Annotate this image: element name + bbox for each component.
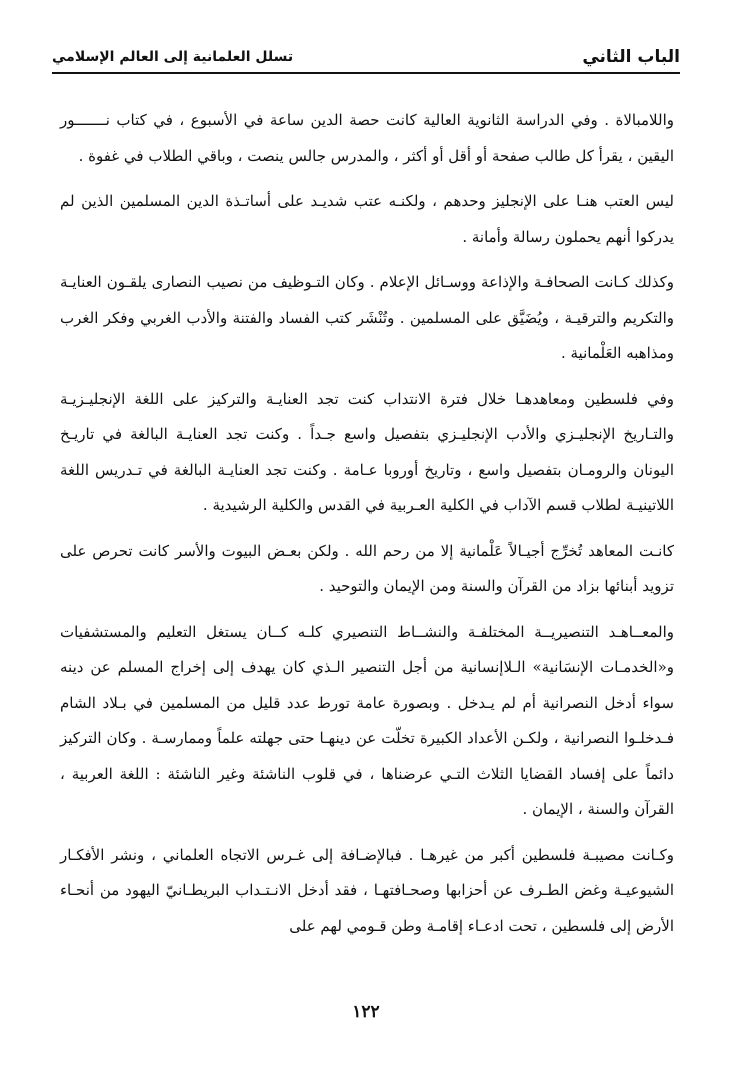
paragraph: وفي فلسطين ومعاهدهـا خلال فترة الانتداب كنت تجد العنايـة والتركيز على اللغة الإنجليـزيـة والتـاريخ الإنجليـزي والأدب الإنجليـزي بتفصيل واسع جـداً . وكنت تجد العنايـة البالغة في تاريـخ اليونان والرومـان بتفصيل واسع ، وتاريخ أوروبا عـامة . وكنت تجد العنايـة البالغة في تـدريس اللغة اللاتينيـة لطلاب قسم الآداب في الكلية العـربية في القدس والكلية الرشيدية . xyxy=(60,389,674,514)
chapter-title: الباب الثاني xyxy=(582,47,680,67)
paragraph: ليس العتب هنـا على الإنجليز وحدهم ، ولكنـه عتب شديـد على أساتـذة الدين المسلمين الذين لم يدركوا أنهم يحملون رسالة وأمانة . xyxy=(60,192,674,246)
page-header xyxy=(52,34,680,68)
page-number: ١٢٢ xyxy=(352,1002,380,1022)
paragraph: والمعــاهـد التنصيريــة المختلفـة والنشــاط التنصيري كلـه كــان يستغل التعليم والمستشفيات و«الخدمـات الإنسَانية» الـلاإنسانية من أجل التنصير الـذي كان يهدف إلى إخراج المسلم عن دينه سواء أدخل النصرانية أم لم يـدخل . وبصورة عامة تورط عدد قليل من المسلمين في بـلاد الشام فـدخلـوا النصرانية ، ولكـن الأعداد الكبيرة تخلّت عن دينهـا حتى جهلته علماً وممارسـة . وكان التركيز دائماً على إفساد القضايا الثلاث التـي عرضناها ، في قلوب الناشئة وغير الناشئة : اللغة العربية ، القرآن والسنة ، الإيمان . xyxy=(60,622,674,818)
paragraph: وكذلك كـانت الصحافـة والإذاعة ووسـائل الإعلام . وكان التـوظيف من نصيب النصارى يلقـون العنايـة والتكريم والترقيـة ، ويُضَيَّق على المسلمين . وتُنْشَر كتب الفساد والفتنة والأدب الغربي وفكر الغرب ومذاهبه العَلْمانية . xyxy=(60,273,674,362)
book-title: تسلل العلمانية إلى العالم الإسلامي xyxy=(52,49,294,65)
paragraph: وكـانت مصيبـة فلسطين أكبر من غيرهـا . فبالإضـافة إلى غـرس الاتجاه العلماني ، ونشر الأفكـار الشيوعيـة وغض الطـرف عن أحزابها وصحـافتهـا ، فقد أدخل الانـتـداب البريطـانيّ اليهود من أنحـاء الأرض إلى فلسطين ، تحت ادعـاء إقامـة وطن قـومي لهم على xyxy=(60,845,674,935)
paragraph: كانـت المعاهد تُخرِّج أجيـالاً عَلْمانية إلا من رحم الله . ولكن بعـض البيوت والأسر كانت تحرص على تزويد أبنائها بزاد من القرآن والسنة ومن الإيمان والتوحيد . xyxy=(60,541,674,595)
page-body xyxy=(60,103,674,954)
paragraph: واللامبالاة . وفي الدراسة الثانوية العالية كانت حصة الدين ساعة في الأسبوع ، في كتاب نـــــــور اليقين ، يقرأ كل طالب صفحة أو أقل أو أكثر ، والمدرس جالس ينصت ، وباقي الطلاب في غفوة . xyxy=(60,111,674,165)
header-divider xyxy=(52,72,680,74)
